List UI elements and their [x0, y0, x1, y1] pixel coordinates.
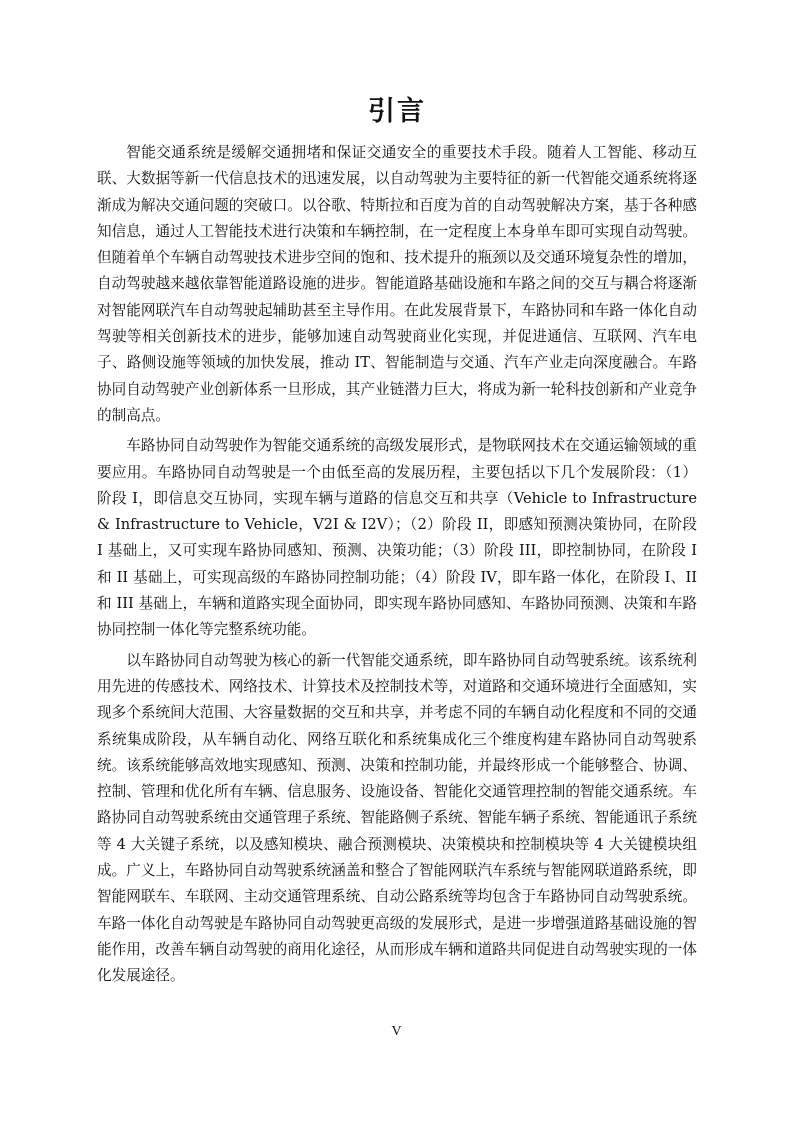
- document-page: [97, 92, 697, 994]
- page-title: 引言: [368, 96, 426, 127]
- paragraph-3: 以车路协同自动驾驶为核心的新一代智能交通系统，即车路协同自动驾驶系统。该系统利用先进的传感技术、网络技术、计算技术及控制技术等，对道路和交通环境进行全面感知，实现多个系统间大范围、大容量数据的交互和共享，并考虑不同的车辆自动化程度和不同的交通系统集成阶段，从车辆自动化、网络互联化和系统集成化三个维度构建车路协同自动驾驶系统。该系统能够高效地实现感知、预测、决策和控制功能，并最终形成一个能够整合、协调、控制、管理和优化所有车辆、信息服务、设施设备、智能化交通管理控制的智能交通系统。车路协同自动驾驶系统由交通管理子系统、智能路侧子系统、智能车辆子系统、智能通讯子系统等 4 大关键子系统，以及感知模块、融合预测模块、决策模块和控制模块等 4 大关键模块组成。广义上，车路协同自动驾驶系统涵盖和整合了智能网联汽车系统与智能网联道路系统，即智能网联车、车联网、主动交通管理系统、自动公路系统等均包含于车路协同自动驾驶系统。车路一体化自动驾驶是车路协同自动驾驶更高级的发展形式，是进一步增强道路基础设施的智能作用，改善车辆自动驾驶的商用化途径，从而形成车辆和道路共同促进自动驾驶实现的一体化发展途径。: [97, 651, 697, 985]
- page-number: V: [391, 1024, 402, 1039]
- paragraph-2: 车路协同自动驾驶作为智能交通系统的高级发展形式，是物联网技术在交通运输领域的重要应用。车路协同自动驾驶是一个由低至高的发展历程，主要包括以下几个发展阶段：（1）阶段 I，即信息交互协同，实现车辆与道路的信息交互和共享（Vehicle to Infrastructure & Infrastructure to Vehicle，V2I & I2V）；（2）阶段 II，即感知预测决策协同，在阶段 I 基础上，又可实现车路协同感知、预测、决策功能；（3）阶段 III，即控制协同，在阶段 I 和 II 基础上，可实现高级的车路协同控制功能；（4）阶段 IV，即车路一体化，在阶段 I、II 和 III 基础上，车辆和道路实现全面协同，即实现车路协同感知、车路协同预测、决策和车路协同控制一体化等完整系统功能。: [97, 437, 697, 639]
- paragraph-1: 智能交通系统是缓解交通拥堵和保证交通安全的重要技术手段。随着人工智能、移动互联、大数据等新一代信息技术的迅速发展，以自动驾驶为主要特征的新一代智能交通系统将逐渐成为解决交通问题的突破口。以谷歌、特斯拉和百度为首的自动驾驶解决方案，基于各种感知信息，通过人工智能技术进行决策和车辆控制，在一定程度上本身单车即可实现自动驾驶。但随着单个车辆自动驾驶技术进步空间的饱和、技术提升的瓶颈以及交通环境复杂性的增加，自动驾驶越来越依靠智能道路设施的进步。智能道路基础设施和车路之间的交互与耦合将逐渐对智能网联汽车自动驾驶起辅助甚至主导作用。在此发展背景下，车路协同和车路一体化自动驾驶等相关创新技术的进步，能够加速自动驾驶商业化实现，并促进通信、互联网、汽车电子、路侧设施等领域的加快发展，推动 IT、智能制造与交通、汽车产业走向深度融合。车路协同自动驾驶产业创新体系一旦形成，其产业链潜力巨大，将成为新一轮科技创新和产业竞争的制高点。: [97, 144, 697, 424]
